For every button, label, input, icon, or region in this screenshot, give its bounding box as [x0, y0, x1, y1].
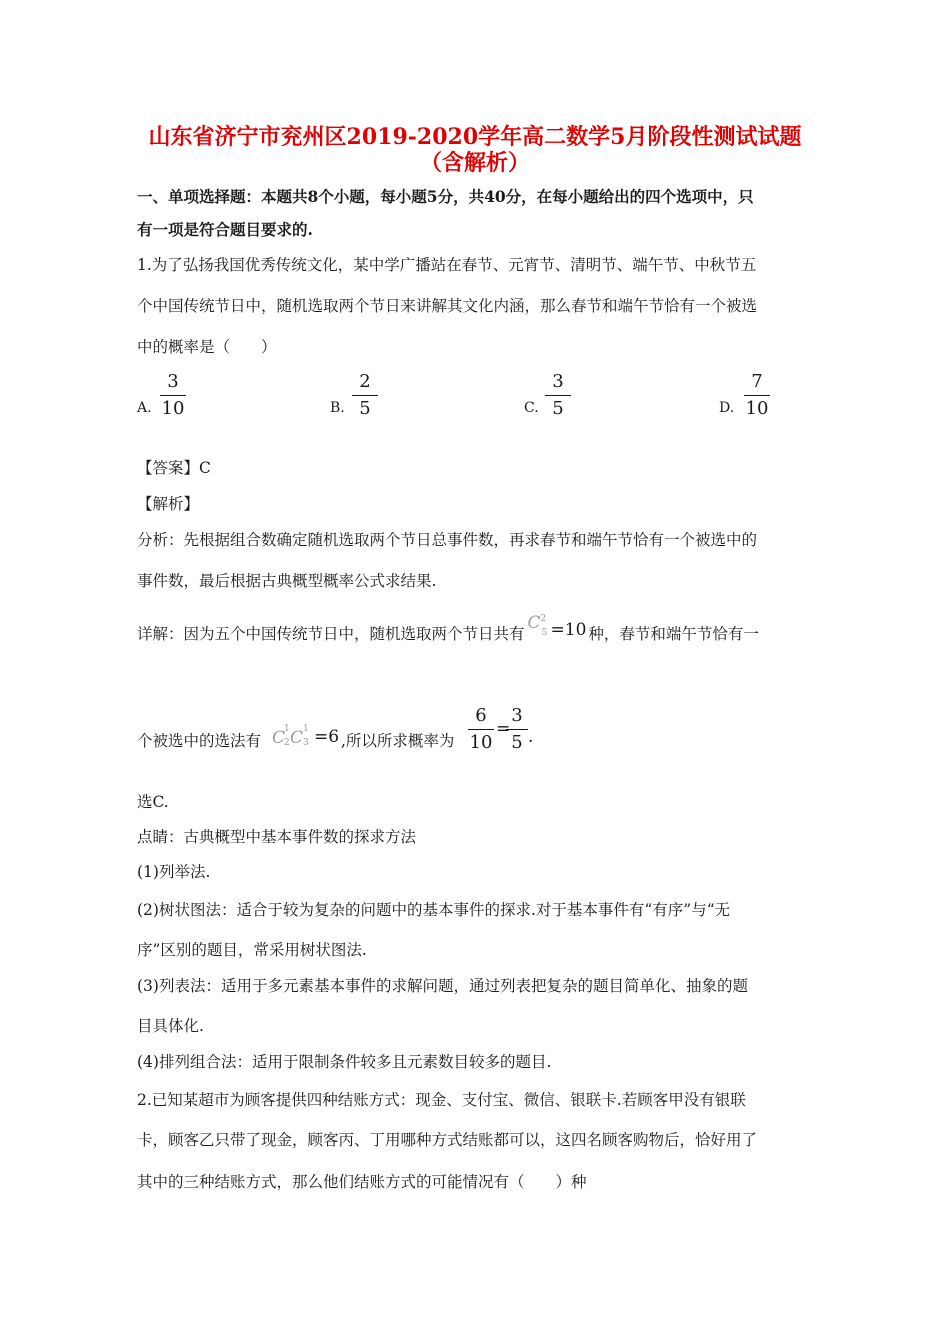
option-c-label: C. [524, 400, 539, 416]
option-c-numerator: 3 [552, 371, 564, 392]
option-b-fraction [352, 371, 378, 420]
option-a-label: A. [137, 400, 152, 416]
option-d-fraction [744, 371, 770, 420]
question1-line3: 中的概率是（ ） [137, 338, 277, 356]
answer-line: 【答案】C [137, 459, 211, 477]
option-c-denominator: 5 [552, 398, 564, 419]
detail-line2-mid: ,所以所求概率为 [341, 732, 455, 750]
option-a-fraction [160, 371, 186, 420]
comment-heading: 点睛：古典概型中基本事件数的探求方法 [137, 828, 417, 846]
method-4: (4)排列组合法：适用于限制条件较多且元素数目较多的题目. [137, 1053, 552, 1071]
option-c-fraction [545, 371, 571, 420]
detail-line2 [137, 731, 261, 751]
section-heading-line1: 一、单项选择题：本题共8个小题，每小题5分，共40分，在每小题给出的四个选项中，只 [137, 187, 754, 206]
analysis-line1: 分析：先根据组合数确定随机选取两个节日总事件数，再求春节和端午节恰有一个被选中的 [137, 531, 758, 549]
detail-equals-6: =6 [314, 727, 340, 747]
question2-line3: 其中的三种结账方式，那么他们结账方式的可能情况有（ ）种 [137, 1173, 587, 1191]
combination-c2-1-c3-1: C 1 2 C 1 3 [272, 724, 309, 748]
probability-equals: = [496, 719, 511, 739]
option-d-numerator: 7 [751, 371, 763, 392]
option-a-numerator: 3 [167, 371, 179, 392]
section-heading-line2: 有一项是符合题目要求的. [137, 220, 313, 239]
question1-line1: 1.为了弘扬我国优秀传统文化，某中学广播站在春节、元宵节、清明节、端午节、中秋节五 [137, 256, 757, 274]
detail-equals-10: =10 [550, 620, 587, 640]
detail-line1 [137, 613, 759, 644]
combination-c5-2: C 2 5 [527, 613, 548, 638]
option-b-numerator: 2 [359, 371, 371, 392]
analysis-line2: 事件数，最后根据古典概型概率公式求结果. [137, 572, 437, 590]
option-d-label: D. [719, 400, 735, 416]
option-b-label: B. [330, 400, 345, 416]
detail-line2-prefix: 个被选中的选法有 [137, 732, 262, 750]
method-2-line2: 序”区别的题目，常采用树状图法. [137, 941, 367, 959]
detail-line1-suffix: 种，春节和端午节恰有一 [588, 625, 759, 643]
method-2-line1: (2)树状图法：适合于较为复杂的问题中的基本事件的探求.对于基本事件有“有序”与“无 [137, 901, 731, 919]
probability-fraction-3-5: 3 5 [506, 705, 528, 754]
probability-period: . [528, 727, 534, 747]
question1-line2: 个中国传统节日中，随机选取两个节日来讲解其文化内涵，那么春节和端午节恰有一个被选 [137, 297, 758, 315]
question2-line1: 2.已知某超市为顾客提供四种结账方式：现金、支付宝、微信、银联卡.若顾客甲没有银联 [137, 1091, 746, 1109]
method-3-line2: 目具体化. [137, 1017, 204, 1035]
analysis-heading: 【解析】 [137, 495, 200, 513]
detail-line1-prefix: 详解：因为五个中国传统节日中，随机选取两个节日共有 [137, 625, 525, 643]
method-3-line1: (3)列表法：适用于多元素基本事件的求解问题，通过列表把复杂的题目简单化、抽象的题 [137, 977, 748, 995]
choose-line: 选C. [137, 793, 169, 811]
option-a-denominator: 10 [161, 398, 185, 419]
option-d-denominator: 10 [745, 398, 769, 419]
probability-fraction-6-10: 6 10 [469, 705, 493, 753]
document-title-line1: 山东省济宁市兖州区2019-2020学年高二数学5月阶段性测试试题 [148, 124, 802, 150]
document-title-line2: （含解析） [419, 150, 530, 176]
option-b-denominator: 5 [359, 398, 371, 419]
question2-line2: 卡，顾客乙只带了现金，顾客丙、丁用哪种方式结账都可以，这四名顾客购物后，恰好用了 [137, 1131, 758, 1149]
method-1: (1)列举法. [137, 863, 211, 881]
